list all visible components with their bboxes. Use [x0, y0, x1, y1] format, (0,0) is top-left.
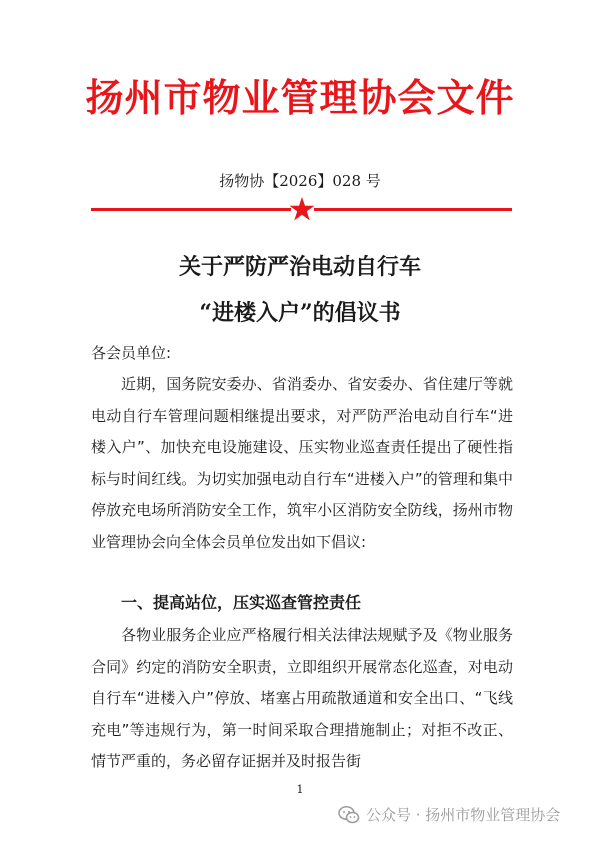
red-star-icon — [289, 196, 315, 222]
salutation: 各会员单位: — [91, 344, 172, 362]
red-divider-right — [314, 208, 512, 211]
body-paragraph-2: 各物业服务企业应严格履行相关法律法规赋予及《物业服务合同》约定的消防安全职责，立即组织开展常态化巡查，对电动自行车“进楼入户”停放、堵塞占用疏散通道和安全出口、“飞线充电”等违规行为，第一时间采取合理措施制止；对拒不改正、情节严重的，务必留存证据并及时报告街 — [91, 626, 513, 770]
wechat-watermark — [338, 804, 560, 826]
document-issuer-header: 扬州市物业管理协会文件 — [85, 75, 515, 120]
document-title-line-2: “进楼入户”的倡议书 — [199, 300, 401, 326]
section-heading-1: 一、提高站位，压实巡查管控责任 — [121, 593, 362, 612]
page-number: 1 — [296, 783, 304, 796]
watermark-text: 公众号 · 扬州市物业管理协会 — [366, 806, 561, 824]
body-paragraph-1: 近期，国务院安委办、省消委办、省安委办、省住建厅等就电动自行车管理问题相继提出要求，对严防严治电动自行车“进楼入户”、加快充电设施建设、压实物业巡查责任提出了硬性指标与时间红线。为切实加强电动自行车“进楼入户”的管理和集中停放充电场所消防安全工作，筑牢小区消防安全防线，扬州市物业管理协会向全体会员单位发出如下倡议: — [91, 375, 513, 551]
red-divider-left — [91, 208, 291, 211]
document-number: 扬物协【2026】028 号 — [219, 172, 381, 190]
document-title-line-1: 关于严防严治电动自行车 — [178, 254, 421, 280]
wechat-icon — [338, 805, 360, 825]
